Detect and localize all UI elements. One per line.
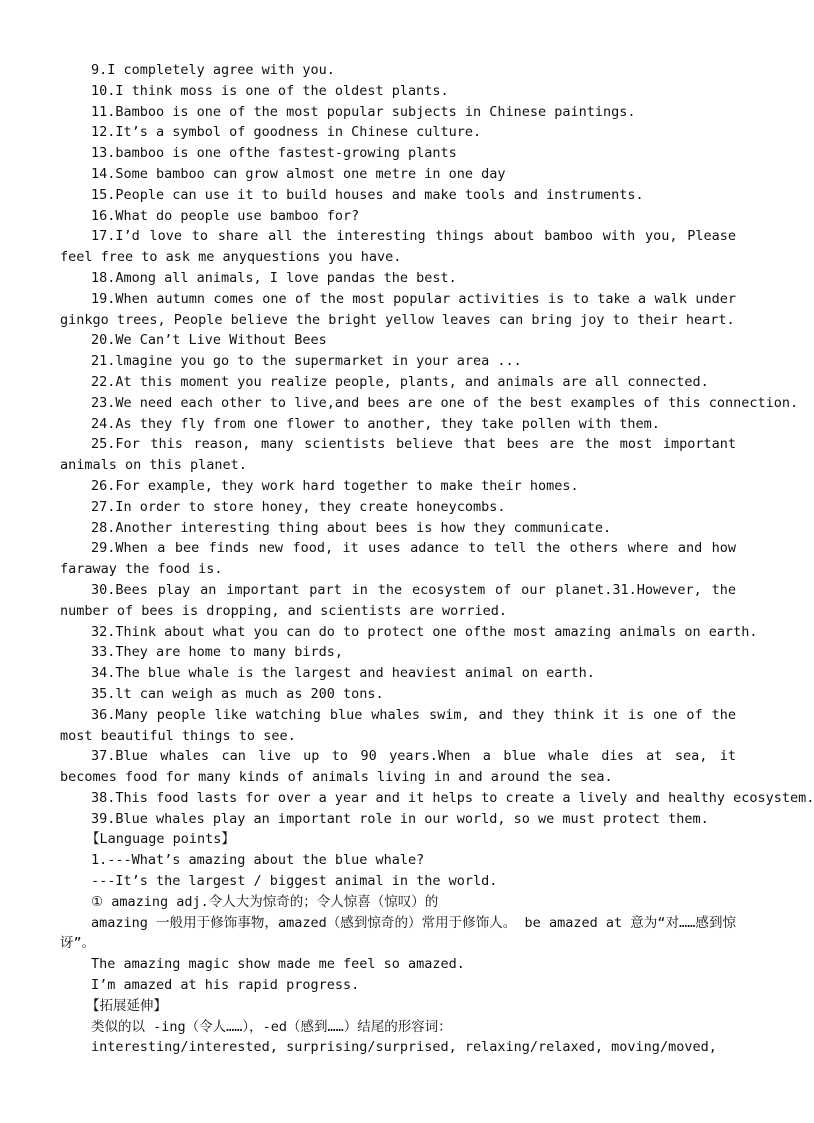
text-line: 16.What do people use bamboo for? bbox=[91, 207, 360, 224]
text-line: ① amazing adj.令人大为惊奇的；令人惊喜（惊叹）的 bbox=[91, 893, 439, 910]
text-line: 33.They are home to many birds, bbox=[91, 644, 343, 661]
text-line: 15.People can use it to build houses and make tools and instruments. bbox=[91, 186, 644, 203]
document-page bbox=[60, 60, 814, 1058]
section-heading: 【拓展延伸】 bbox=[86, 997, 167, 1014]
text-line: 13.bamboo is one ofthe fastest-growing plants bbox=[91, 145, 457, 162]
text-line: interesting/interested, surprising/surprised, relaxing/relaxed, moving/moved, bbox=[91, 1039, 717, 1056]
text-paragraph: 37.Blue whales can live up to 90 years.When a blue whale dies at sea, it becomes food for many kinds of animals living in and around the sea. bbox=[60, 748, 736, 786]
text-line: 27.In order to store honey, they create honeycombs. bbox=[91, 498, 506, 515]
text-line: 12.It’s a symbol of goodness in Chinese culture. bbox=[91, 124, 482, 141]
text-line: 18.Among all animals, I love pandas the best. bbox=[91, 269, 457, 286]
text-line: 32.Think about what you can do to protect one ofthe most amazing animals on earth. bbox=[91, 623, 758, 640]
text-line: 38.This food lasts for over a year and it helps to create a lively and healthy ecosystem. bbox=[91, 789, 814, 806]
text-paragraph: 30.Bees play an important part in the ecosystem of our planet.31.However, the number of bees is dropping, and scientists are worried. bbox=[60, 581, 736, 619]
text-paragraph: 17.I’d love to share all the interesting things about bamboo with you, Please feel free to ask me anyquestions you have. bbox=[60, 228, 736, 266]
text-line: 34.The blue whale is the largest and heaviest animal on earth. bbox=[91, 665, 595, 682]
text-paragraph: 29.When a bee finds new food, it uses adance to tell the others where and how faraway the food is. bbox=[60, 540, 736, 578]
text-line: 11.Bamboo is one of the most popular subjects in Chinese paintings. bbox=[91, 103, 636, 120]
text-line: 28.Another interesting thing about bees is how they communicate. bbox=[91, 519, 612, 536]
text-line: 39.Blue whales play an important role in our world, so we must protect them. bbox=[91, 810, 709, 827]
text-paragraph: 19.When autumn comes one of the most popular activities is to take a walk under ginkgo trees, People believe the bright yellow leaves can bring joy to their heart. bbox=[60, 290, 736, 328]
text-paragraph: 36.Many people like watching blue whales swim, and they think it is one of the most beautiful things to see. bbox=[60, 706, 736, 744]
text-line: 类似的以 -ing（令人……），-ed（感到……）结尾的形容词： bbox=[91, 1018, 452, 1035]
text-line: 24.As they fly from one flower to another, they take pollen with them. bbox=[91, 415, 660, 432]
text-line: 22.At this moment you realize people, plants, and animals are all connected. bbox=[91, 373, 709, 390]
text-line: 35.lt can weigh as much as 200 tons. bbox=[91, 685, 384, 702]
text-line: 21.lmagine you go to the supermarket in your area ... bbox=[91, 353, 522, 370]
text-line: 1.---What’s amazing about the blue whale? bbox=[91, 852, 425, 869]
text-line: 10.I think moss is one of the oldest plants. bbox=[91, 82, 449, 99]
text-paragraph: amazing 一般用于修饰事物，amazed（感到惊奇的）常用于修饰人。 be amazed at 意为“对……感到惊讶”。 bbox=[60, 914, 736, 952]
text-line: ---It’s the largest / biggest animal in the world. bbox=[91, 873, 498, 890]
text-line: 9.I completely agree with you. bbox=[91, 62, 335, 78]
text-line: I’m amazed at his rapid progress. bbox=[91, 977, 360, 994]
text-paragraph: 25.For this reason, many scientists believe that bees are the most important animals on this planet. bbox=[60, 436, 736, 474]
text-line: 23.We need each other to live,and bees are one of the best examples of this connection. bbox=[91, 394, 799, 411]
section-title: 20.We Can’t Live Without Bees bbox=[91, 332, 327, 349]
text-line: 14.Some bamboo can grow almost one metre in one day bbox=[91, 165, 506, 182]
section-heading: 【Language points】 bbox=[86, 831, 235, 848]
text-line: 26.For example, they work hard together to make their homes. bbox=[91, 477, 579, 494]
text-line: The amazing magic show made me feel so amazed. bbox=[91, 956, 465, 973]
